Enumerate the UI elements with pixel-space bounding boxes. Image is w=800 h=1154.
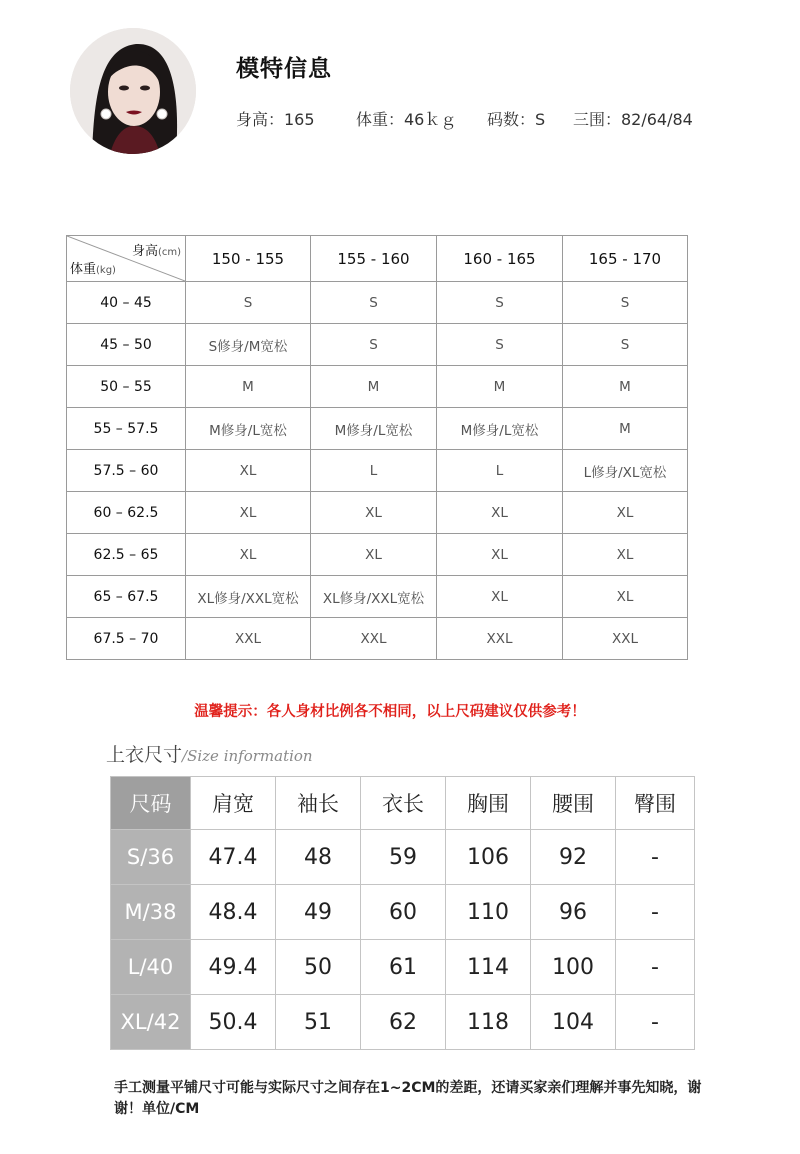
size-info-row	[111, 830, 695, 885]
measurement-cell: 49.4	[191, 940, 276, 995]
size-chart-row	[67, 576, 688, 618]
measurement-cell: 61	[361, 940, 446, 995]
model-weight: 体重：46ｋｇ	[356, 110, 457, 129]
size-cell: L	[437, 450, 563, 492]
size-cell: XL	[563, 534, 688, 576]
size-cell: M	[311, 366, 437, 408]
weight-range-cell: 57.5 – 60	[67, 450, 186, 492]
size-cell: S	[437, 282, 563, 324]
weight-range-cell: 67.5 – 70	[67, 618, 186, 660]
measurement-cell: 106	[446, 830, 531, 885]
size-cell: S	[311, 282, 437, 324]
size-chart-row	[67, 618, 688, 660]
size-info-table	[110, 776, 695, 1050]
size-label-cell: M/38	[111, 885, 191, 940]
size-cell: L修身/XL宽松	[563, 450, 688, 492]
size-info-header: 胸围	[446, 777, 531, 830]
size-cell: XL	[437, 492, 563, 534]
size-chart-row	[67, 492, 688, 534]
size-info-title-en: /Size information	[182, 747, 313, 765]
size-chart-row	[67, 324, 688, 366]
size-cell: XL	[563, 492, 688, 534]
size-cell: M	[563, 366, 688, 408]
size-info-header-row	[111, 777, 695, 830]
size-cell: S	[563, 324, 688, 366]
size-cell: XXL	[186, 618, 311, 660]
size-info-header: 袖长	[276, 777, 361, 830]
size-cell: XXL	[563, 618, 688, 660]
size-cell: XXL	[437, 618, 563, 660]
size-chart-row	[67, 450, 688, 492]
measurement-cell: 59	[361, 830, 446, 885]
size-cell: M	[437, 366, 563, 408]
model-avatar	[70, 28, 196, 154]
measurement-cell: 48.4	[191, 885, 276, 940]
measurement-footnote: 手工测量平铺尺寸可能与实际尺寸之间存在1~2CM的差距，还请买家亲们理解并事先知晓，谢谢！单位/CM	[114, 1080, 702, 1117]
size-cell: S修身/M宽松	[186, 324, 311, 366]
size-cell: M	[186, 366, 311, 408]
size-cell: XL	[563, 576, 688, 618]
size-cell: XXL	[311, 618, 437, 660]
measurement-cell: -	[616, 940, 695, 995]
measurement-cell: -	[616, 830, 695, 885]
measurement-cell: 48	[276, 830, 361, 885]
size-info-header: 尺码	[111, 777, 191, 830]
corner-weight-unit: (kg)	[96, 265, 116, 276]
height-range-header: 165 - 170	[563, 236, 688, 282]
size-info-header: 衣长	[361, 777, 446, 830]
size-cell: XL	[437, 576, 563, 618]
size-cell: XL修身/XXL宽松	[311, 576, 437, 618]
height-range-header: 155 - 160	[311, 236, 437, 282]
size-info-title	[106, 740, 313, 767]
size-chart-row	[67, 408, 688, 450]
size-chart-header-row	[67, 236, 688, 282]
size-info-row	[111, 995, 695, 1050]
weight-range-cell: 55 – 57.5	[67, 408, 186, 450]
size-cell: XL	[186, 450, 311, 492]
size-info-header: 臀围	[616, 777, 695, 830]
corner-height-label: 身高	[131, 244, 158, 259]
measurement-cell: 92	[531, 830, 616, 885]
weight-range-cell: 62.5 – 65	[67, 534, 186, 576]
measurement-cell: 110	[446, 885, 531, 940]
measurement-cell: 47.4	[191, 830, 276, 885]
size-cell: XL修身/XXL宽松	[186, 576, 311, 618]
model-size: 码数：S	[487, 110, 546, 129]
weight-range-cell: 50 – 55	[67, 366, 186, 408]
measurement-cell: 114	[446, 940, 531, 995]
size-info-header: 腰围	[531, 777, 616, 830]
model-info-title: 模特信息	[236, 56, 332, 82]
size-info-row	[111, 885, 695, 940]
size-cell: XL	[311, 492, 437, 534]
weight-range-cell: 65 – 67.5	[67, 576, 186, 618]
size-cell: L	[311, 450, 437, 492]
measurement-cell: 62	[361, 995, 446, 1050]
weight-range-cell: 40 – 45	[67, 282, 186, 324]
size-info-title-cn: 上衣尺寸	[106, 744, 183, 766]
weight-range-cell: 45 – 50	[67, 324, 186, 366]
size-info-header: 肩宽	[191, 777, 276, 830]
measurement-cell: 51	[276, 995, 361, 1050]
size-cell: M	[563, 408, 688, 450]
model-measurements: 三围：82/64/84	[573, 110, 693, 129]
height-range-header: 160 - 165	[437, 236, 563, 282]
size-cell: XL	[186, 534, 311, 576]
model-portrait-image	[70, 28, 196, 154]
measurement-cell: 60	[361, 885, 446, 940]
size-cell: S	[186, 282, 311, 324]
measurement-cell: 96	[531, 885, 616, 940]
size-cell: XL	[437, 534, 563, 576]
measurement-cell: 49	[276, 885, 361, 940]
size-chart-row	[67, 366, 688, 408]
size-cell: XL	[186, 492, 311, 534]
size-cell: S	[563, 282, 688, 324]
size-cell: S	[437, 324, 563, 366]
measurement-cell: 104	[531, 995, 616, 1050]
size-label-cell: XL/42	[111, 995, 191, 1050]
measurement-cell: 50	[276, 940, 361, 995]
model-height: 身高：165	[236, 110, 315, 129]
corner-weight-label: 体重	[70, 262, 97, 277]
size-cell: M修身/L宽松	[437, 408, 563, 450]
corner-height-unit: (cm)	[157, 247, 181, 258]
size-chart-row	[67, 534, 688, 576]
size-label-cell: S/36	[111, 830, 191, 885]
size-cell: M修身/L宽松	[186, 408, 311, 450]
size-info-row	[111, 940, 695, 995]
size-cell: S	[311, 324, 437, 366]
measurement-cell: 50.4	[191, 995, 276, 1050]
measurement-cell: -	[616, 885, 695, 940]
size-cell: XL	[311, 534, 437, 576]
measurement-cell: 118	[446, 995, 531, 1050]
size-label-cell: L/40	[111, 940, 191, 995]
weight-range-cell: 60 – 62.5	[67, 492, 186, 534]
measurement-cell: 100	[531, 940, 616, 995]
sizing-notice: 温馨提示：各人身材比例各不相同，以上尺码建议仅供参考！	[194, 704, 586, 720]
measurement-cell: -	[616, 995, 695, 1050]
size-recommendation-table	[66, 235, 688, 660]
size-cell: M修身/L宽松	[311, 408, 437, 450]
height-range-header: 150 - 155	[186, 236, 311, 282]
size-chart-corner-cell	[67, 236, 186, 282]
size-chart-row	[67, 282, 688, 324]
